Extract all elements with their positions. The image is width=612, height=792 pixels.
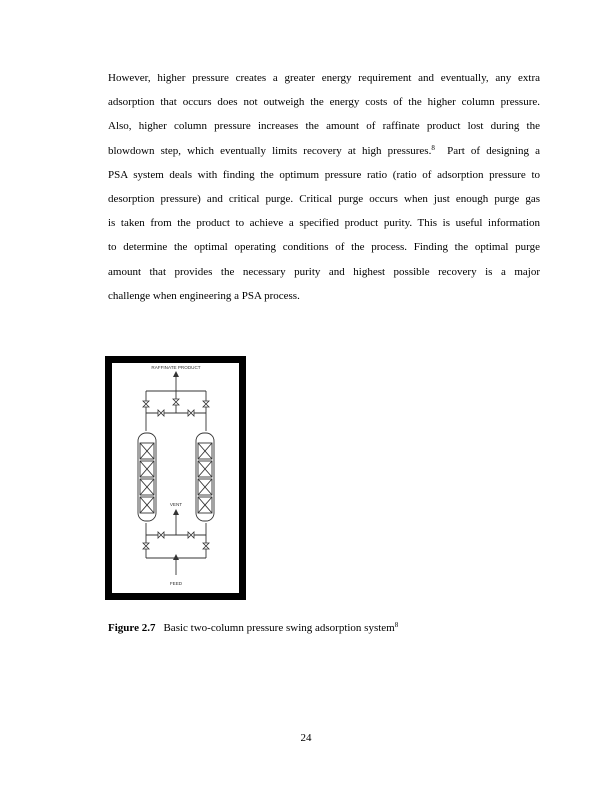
vent-arrow-icon: [173, 509, 179, 515]
paragraph-line: Also, higher column pressure increases the amount of raffinate product lost during the: [108, 120, 540, 133]
caption-text: Basic two-column pressure swing adsorption system: [163, 622, 395, 634]
figure-caption: [108, 622, 398, 634]
valve-icon: [143, 543, 149, 549]
valve-icon: [173, 399, 179, 405]
valve-icon: [143, 401, 149, 407]
psa-diagram: [112, 363, 239, 593]
paragraph-line: is taken from the product to achieve a specified product purity. This is useful information: [108, 217, 540, 230]
paragraph-line: amount that provides the necessary purity and highest possible recovery is a major: [108, 265, 540, 278]
paragraph-line: However, higher pressure creates a greater energy requirement and eventually, any extra: [108, 72, 540, 84]
caption-citation-ref: 8: [394, 621, 399, 629]
right-column-packing: [198, 443, 212, 513]
valve-icon: [188, 532, 194, 538]
page-number: 24: [300, 732, 312, 744]
psa-diagram-svg: [112, 363, 239, 593]
label-feed: FEED: [169, 581, 183, 586]
paragraph-line: to determine the optimal operating conditions of the process. Finding the optimal purge: [108, 241, 540, 254]
product-arrow-icon: [173, 371, 179, 377]
paragraph-line: desorption pressure) and critical purge. Critical purge occurs when just enough purge gas: [108, 192, 540, 205]
paragraph-line: PSA system deals with finding the optimum pressure ratio (ratio of adsorption pressure to: [108, 168, 540, 181]
paragraph-line: [108, 139, 540, 163]
valve-icon: [188, 410, 194, 416]
label-raffinate-product: RAFFINATE PRODUCT: [151, 365, 201, 370]
citation-ref: 8: [431, 143, 435, 152]
label-vent: VENT: [169, 502, 183, 507]
valve-icon: [203, 401, 209, 407]
caption-label: Figure 2.7: [108, 622, 156, 634]
valve-icon: [203, 543, 209, 549]
paragraph-line-tail: Part of designing a: [434, 144, 540, 157]
paragraph-line: challenge when engineering a PSA process.: [108, 289, 300, 302]
valve-icon: [158, 410, 164, 416]
paragraph-line: adsorption that occurs does not outweigh the energy costs of the higher column pressure.: [108, 96, 540, 109]
figure-frame: [105, 356, 246, 600]
body-paragraph: [108, 66, 540, 308]
left-column-packing: [140, 443, 154, 513]
paragraph-line-text: blowdown step, which eventually limits recovery at high pressures.: [108, 144, 432, 157]
valve-icon: [158, 532, 164, 538]
feed-arrow-icon: [173, 554, 179, 560]
